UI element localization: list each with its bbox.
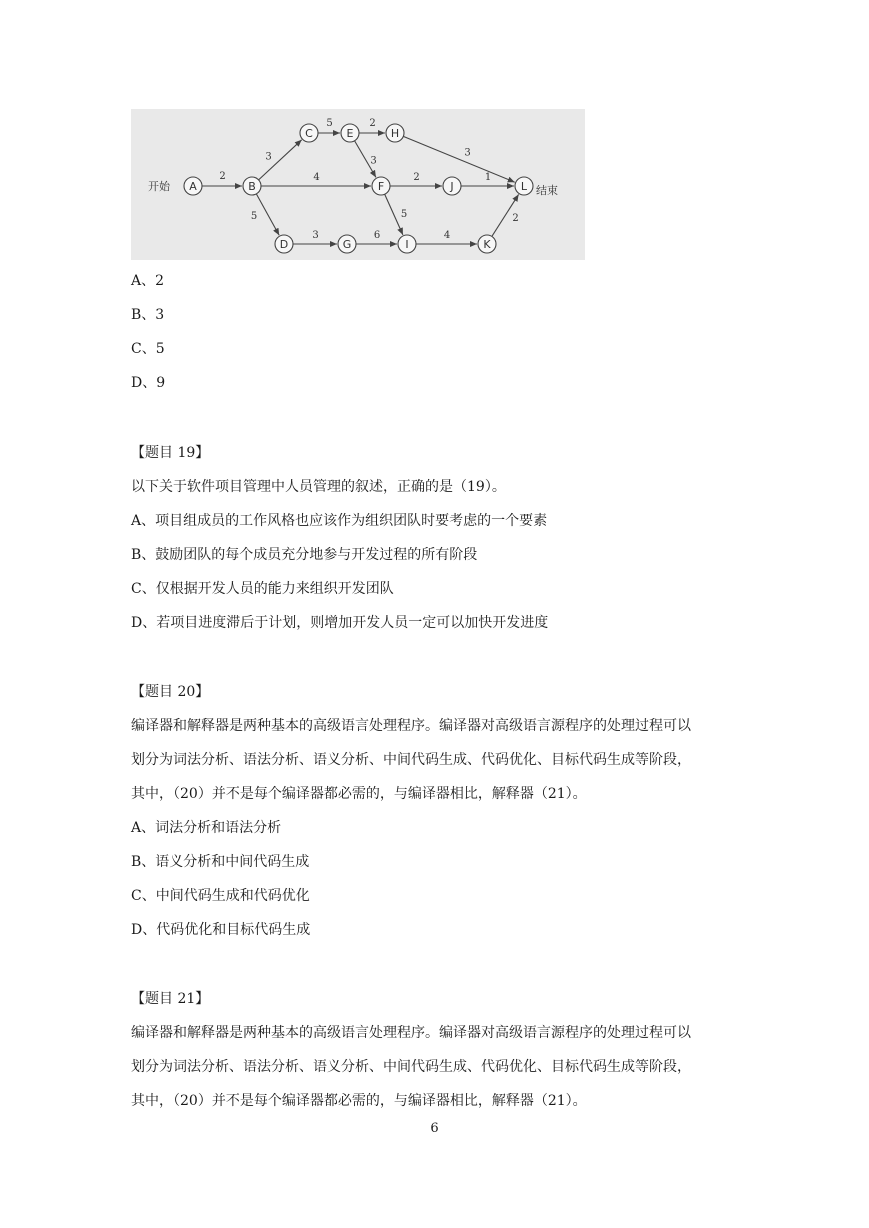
q19-heading: 【题目 19】 bbox=[131, 445, 210, 461]
edge-k-l bbox=[492, 194, 519, 236]
node-i bbox=[398, 235, 416, 253]
edge-weight-label: 5 bbox=[326, 118, 333, 129]
edge-arrow bbox=[403, 136, 514, 182]
edge-weight-label: 3 bbox=[265, 151, 272, 163]
edge-a-b bbox=[202, 171, 242, 186]
start-label: 开始 bbox=[148, 180, 170, 193]
edge-weight-label: 2 bbox=[219, 171, 226, 182]
q21-stem-line: 其中，（20）并不是每个编译器都必需的，与编译器相比，解释器（21）。 bbox=[131, 1093, 587, 1109]
node-g bbox=[338, 235, 356, 253]
edge-d-g bbox=[293, 230, 337, 244]
edge-f-i bbox=[385, 194, 408, 235]
q19-option-d[interactable]: D、若项目进度滞后于计划，则增加开发人员一定可以加快开发进度 bbox=[131, 615, 549, 631]
edge-b-d bbox=[251, 194, 279, 235]
edge-weight-label: 2 bbox=[413, 172, 420, 183]
q20-stem-line: 划分为词法分析、语法分析、语义分析、中间代码生成、代码优化、目标代码生成等阶段， bbox=[131, 752, 691, 768]
node-j bbox=[443, 177, 461, 195]
q18-option-c[interactable]: C、5 bbox=[131, 341, 165, 357]
q21-heading: 【题目 21】 bbox=[131, 991, 210, 1007]
q19-stem: 以下关于软件项目管理中人员管理的叙述，正确的是（19）。 bbox=[131, 479, 506, 495]
node-label: A bbox=[189, 180, 197, 193]
q18-option-a[interactable]: A、2 bbox=[131, 273, 165, 289]
edge-arrow bbox=[256, 194, 279, 235]
edge-i-k bbox=[416, 230, 477, 244]
node-label: D bbox=[279, 238, 289, 251]
node-l bbox=[515, 177, 533, 195]
edge-weight-label: 1 bbox=[484, 172, 492, 183]
node-label: J bbox=[450, 180, 454, 193]
edge-h-l bbox=[403, 136, 514, 182]
edge-weight-label: 4 bbox=[313, 172, 320, 183]
node-c bbox=[300, 124, 318, 142]
q19-option-b[interactable]: B、鼓励团队的每个成员充分地参与开发过程的所有阶段 bbox=[131, 547, 478, 563]
q20-option-b[interactable]: B、语义分析和中间代码生成 bbox=[131, 854, 310, 870]
q21-stem-line: 编译器和解释器是两种基本的高级语言处理程序。编译器对高级语言源程序的处理过程可以 bbox=[131, 1025, 691, 1041]
node-label: F bbox=[377, 180, 385, 193]
network-diagram bbox=[131, 109, 585, 260]
edge-weight-label: 6 bbox=[373, 230, 381, 241]
end-label: 结束 bbox=[536, 184, 558, 197]
node-a bbox=[184, 177, 202, 195]
node-label: I bbox=[405, 238, 409, 251]
node-label: E bbox=[346, 127, 354, 140]
node-label: K bbox=[483, 238, 491, 251]
node-label: H bbox=[390, 127, 400, 140]
edge-e-h bbox=[359, 118, 385, 133]
q19-option-a[interactable]: A、项目组成员的工作风格也应该作为组织团队时要考虑的一个要素 bbox=[131, 513, 548, 529]
node-label: L bbox=[520, 180, 528, 193]
edge-weight-label: 3 bbox=[370, 155, 377, 167]
edge-weight-label: 4 bbox=[443, 230, 451, 241]
q18-option-b[interactable]: B、3 bbox=[131, 307, 165, 323]
edge-weight-label: 5 bbox=[400, 209, 408, 220]
q20-heading: 【题目 20】 bbox=[131, 684, 210, 700]
page-number: 6 bbox=[430, 1121, 439, 1136]
node-label: C bbox=[305, 127, 313, 140]
node-f bbox=[372, 177, 390, 195]
edge-b-c bbox=[259, 140, 302, 180]
node-k bbox=[478, 235, 496, 253]
q21-stem-line: 划分为词法分析、语法分析、语义分析、中间代码生成、代码优化、目标代码生成等阶段， bbox=[131, 1059, 691, 1075]
node-label: G bbox=[342, 238, 352, 251]
edge-e-f bbox=[355, 141, 377, 178]
node-e bbox=[341, 124, 359, 142]
edge-f-j bbox=[390, 172, 442, 186]
edge-b-f bbox=[261, 172, 371, 186]
edge-weight-label: 2 bbox=[369, 118, 376, 129]
node-label: B bbox=[248, 180, 256, 193]
edge-weight-label: 3 bbox=[312, 230, 319, 241]
node-b bbox=[243, 177, 261, 195]
q20-option-d[interactable]: D、代码优化和目标代码生成 bbox=[131, 922, 311, 938]
node-d bbox=[275, 235, 293, 253]
q18-option-d[interactable]: D、9 bbox=[131, 375, 166, 391]
edge-weight-label: 5 bbox=[250, 211, 258, 222]
q20-option-c[interactable]: C、中间代码生成和代码优化 bbox=[131, 888, 310, 904]
q20-stem-line: 其中，（20）并不是每个编译器都必需的，与编译器相比，解释器（21）。 bbox=[131, 786, 587, 802]
edge-weight-label: 2 bbox=[512, 213, 519, 224]
node-h bbox=[386, 124, 404, 142]
q19-option-c[interactable]: C、仅根据开发人员的能力来组织开发团队 bbox=[131, 581, 394, 597]
edge-weight-label: 3 bbox=[464, 147, 471, 159]
q20-stem-line: 编译器和解释器是两种基本的高级语言处理程序。编译器对高级语言源程序的处理过程可以 bbox=[131, 718, 691, 734]
edge-g-i bbox=[356, 230, 397, 244]
q20-option-a[interactable]: A、词法分析和语法分析 bbox=[131, 820, 282, 836]
network-diagram-svg bbox=[131, 109, 585, 260]
edge-c-e bbox=[318, 118, 340, 133]
